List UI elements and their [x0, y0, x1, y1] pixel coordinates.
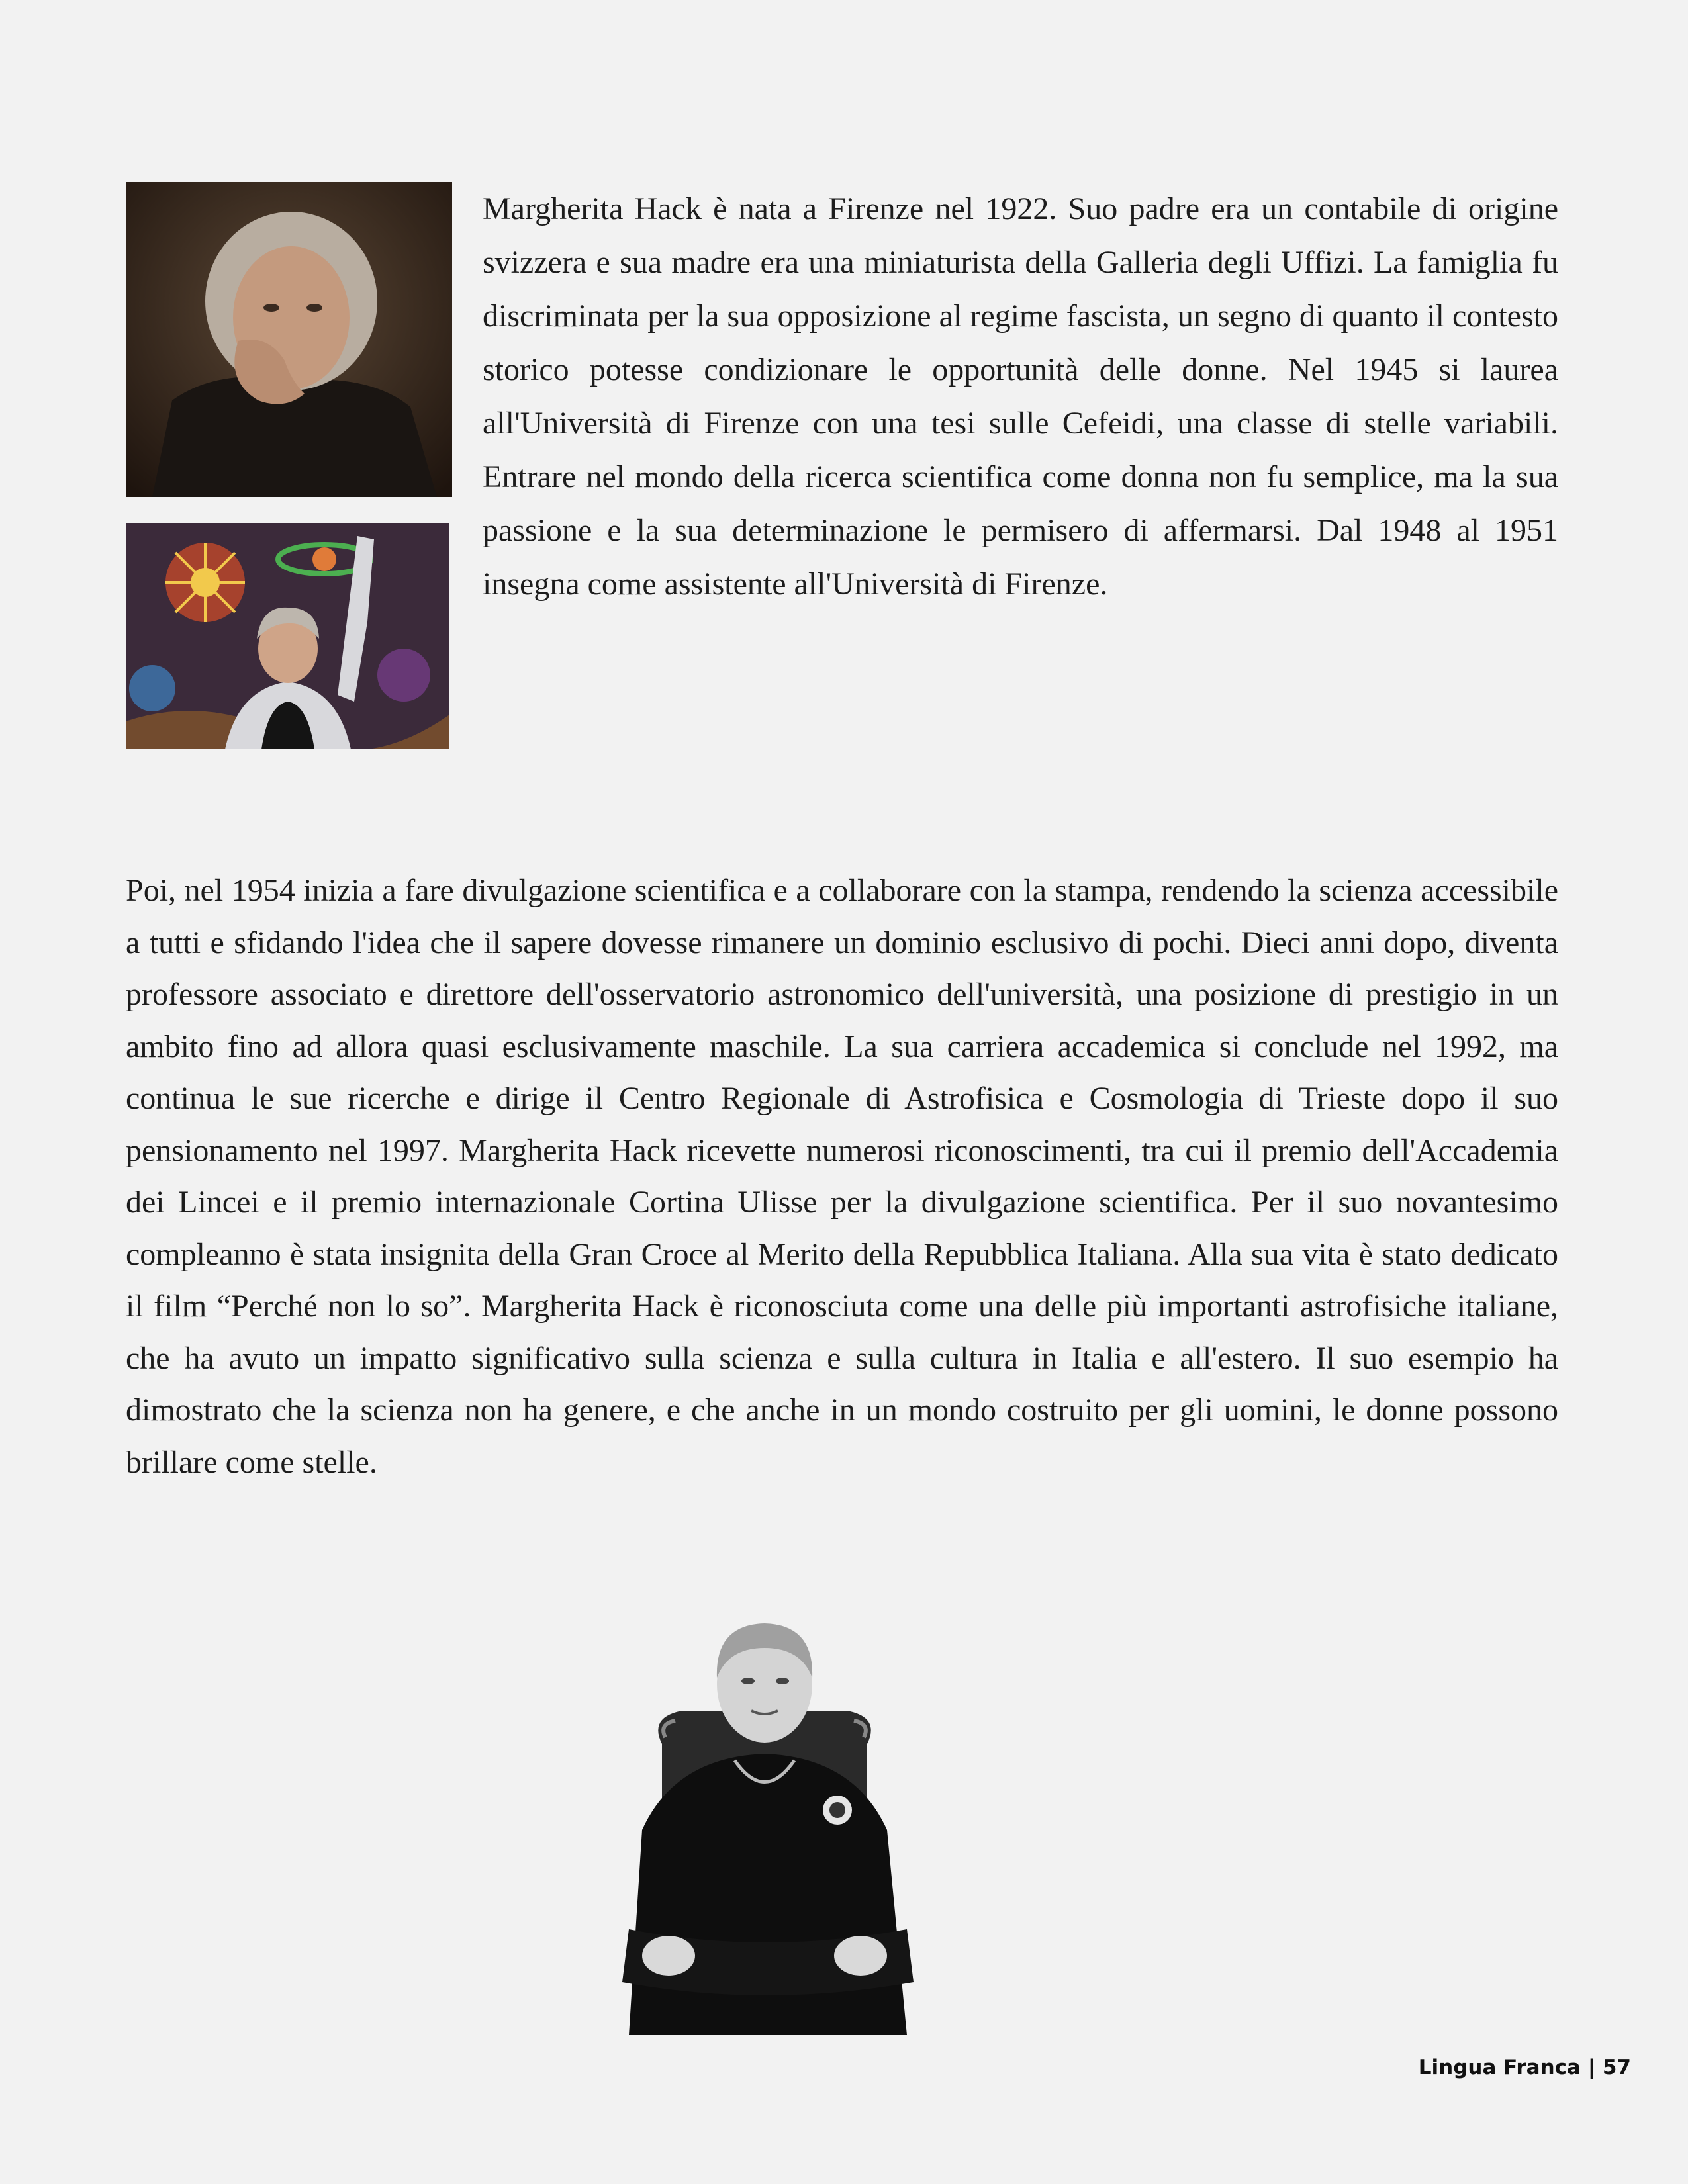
article-paragraph-1: Margherita Hack è nata a Firenze nel 1922. Suo padre era un contabile di origine svizzera e sua madre era una miniaturista della Galleria degli Uffizi. La famiglia fu discriminata per la sua opposizione al regime fascista, un segno di quanto il contesto storico potesse condizionare le opportunità delle donne. Nel 1945 si laurea all'Università di Firenze con una tesi sulle Cefeidi, una classe di stelle variabili. Entrare nel mondo della ricerca scientifica come donna non fu semplice, ma la sua passione e la sua determinazione le permisero di affermarsi. Dal 1948 al 1951 insegna come assistente all'Università di Firenze. — [483, 191, 1558, 602]
page-footer: Lingua Franca | 57 — [1418, 2056, 1631, 2079]
cosmic-painting-photo — [126, 523, 449, 749]
portrait-photo — [126, 182, 452, 497]
article-paragraph-2: Poi, nel 1954 inizia a fare divulgazione scientifica e a collaborare con la stampa, rendendo la scienza accessibile a tutti e sfidando l'idea che il sapere dovesse rimanere un dominio esclusivo di pochi. Dieci anni dopo, diventa professore associato e direttore dell'osservatorio astronomico dell'università, una posizione di prestigio in un ambito fino ad allora quasi esclusivamente maschile. La sua carriera accademica si conclude nel 1992, ma continua le sue ricerche e dirige il Centro Regionale di Astrofisica e Cosmologia di Trieste dopo il suo pensionamento nel 1997. Margherita Hack ricevette numerosi riconoscimenti, tra cui il premio dell'Accademia dei Lincei e il premio internazionale Cortina Ulisse per la divulgazione scientifica. Per il suo novantesimo compleanno è stata insignita della Gran Croce al Merito della Repubblica Italiana. Alla sua vita è stato dedicato il film “Perché non lo so”. Margherita Hack è riconosciuta come una delle più importanti astrofisiche italiane, che ha avuto un impatto significativo sulla scienza e sulla cultura in Italia e all'estero. Il suo esempio ha dimostrato che la scienza non ha genere, e che anche in un mondo costruito per gli uomini, le donne possono brillare come stelle. — [126, 873, 1558, 1480]
seated-woman-photo — [602, 1612, 927, 2035]
